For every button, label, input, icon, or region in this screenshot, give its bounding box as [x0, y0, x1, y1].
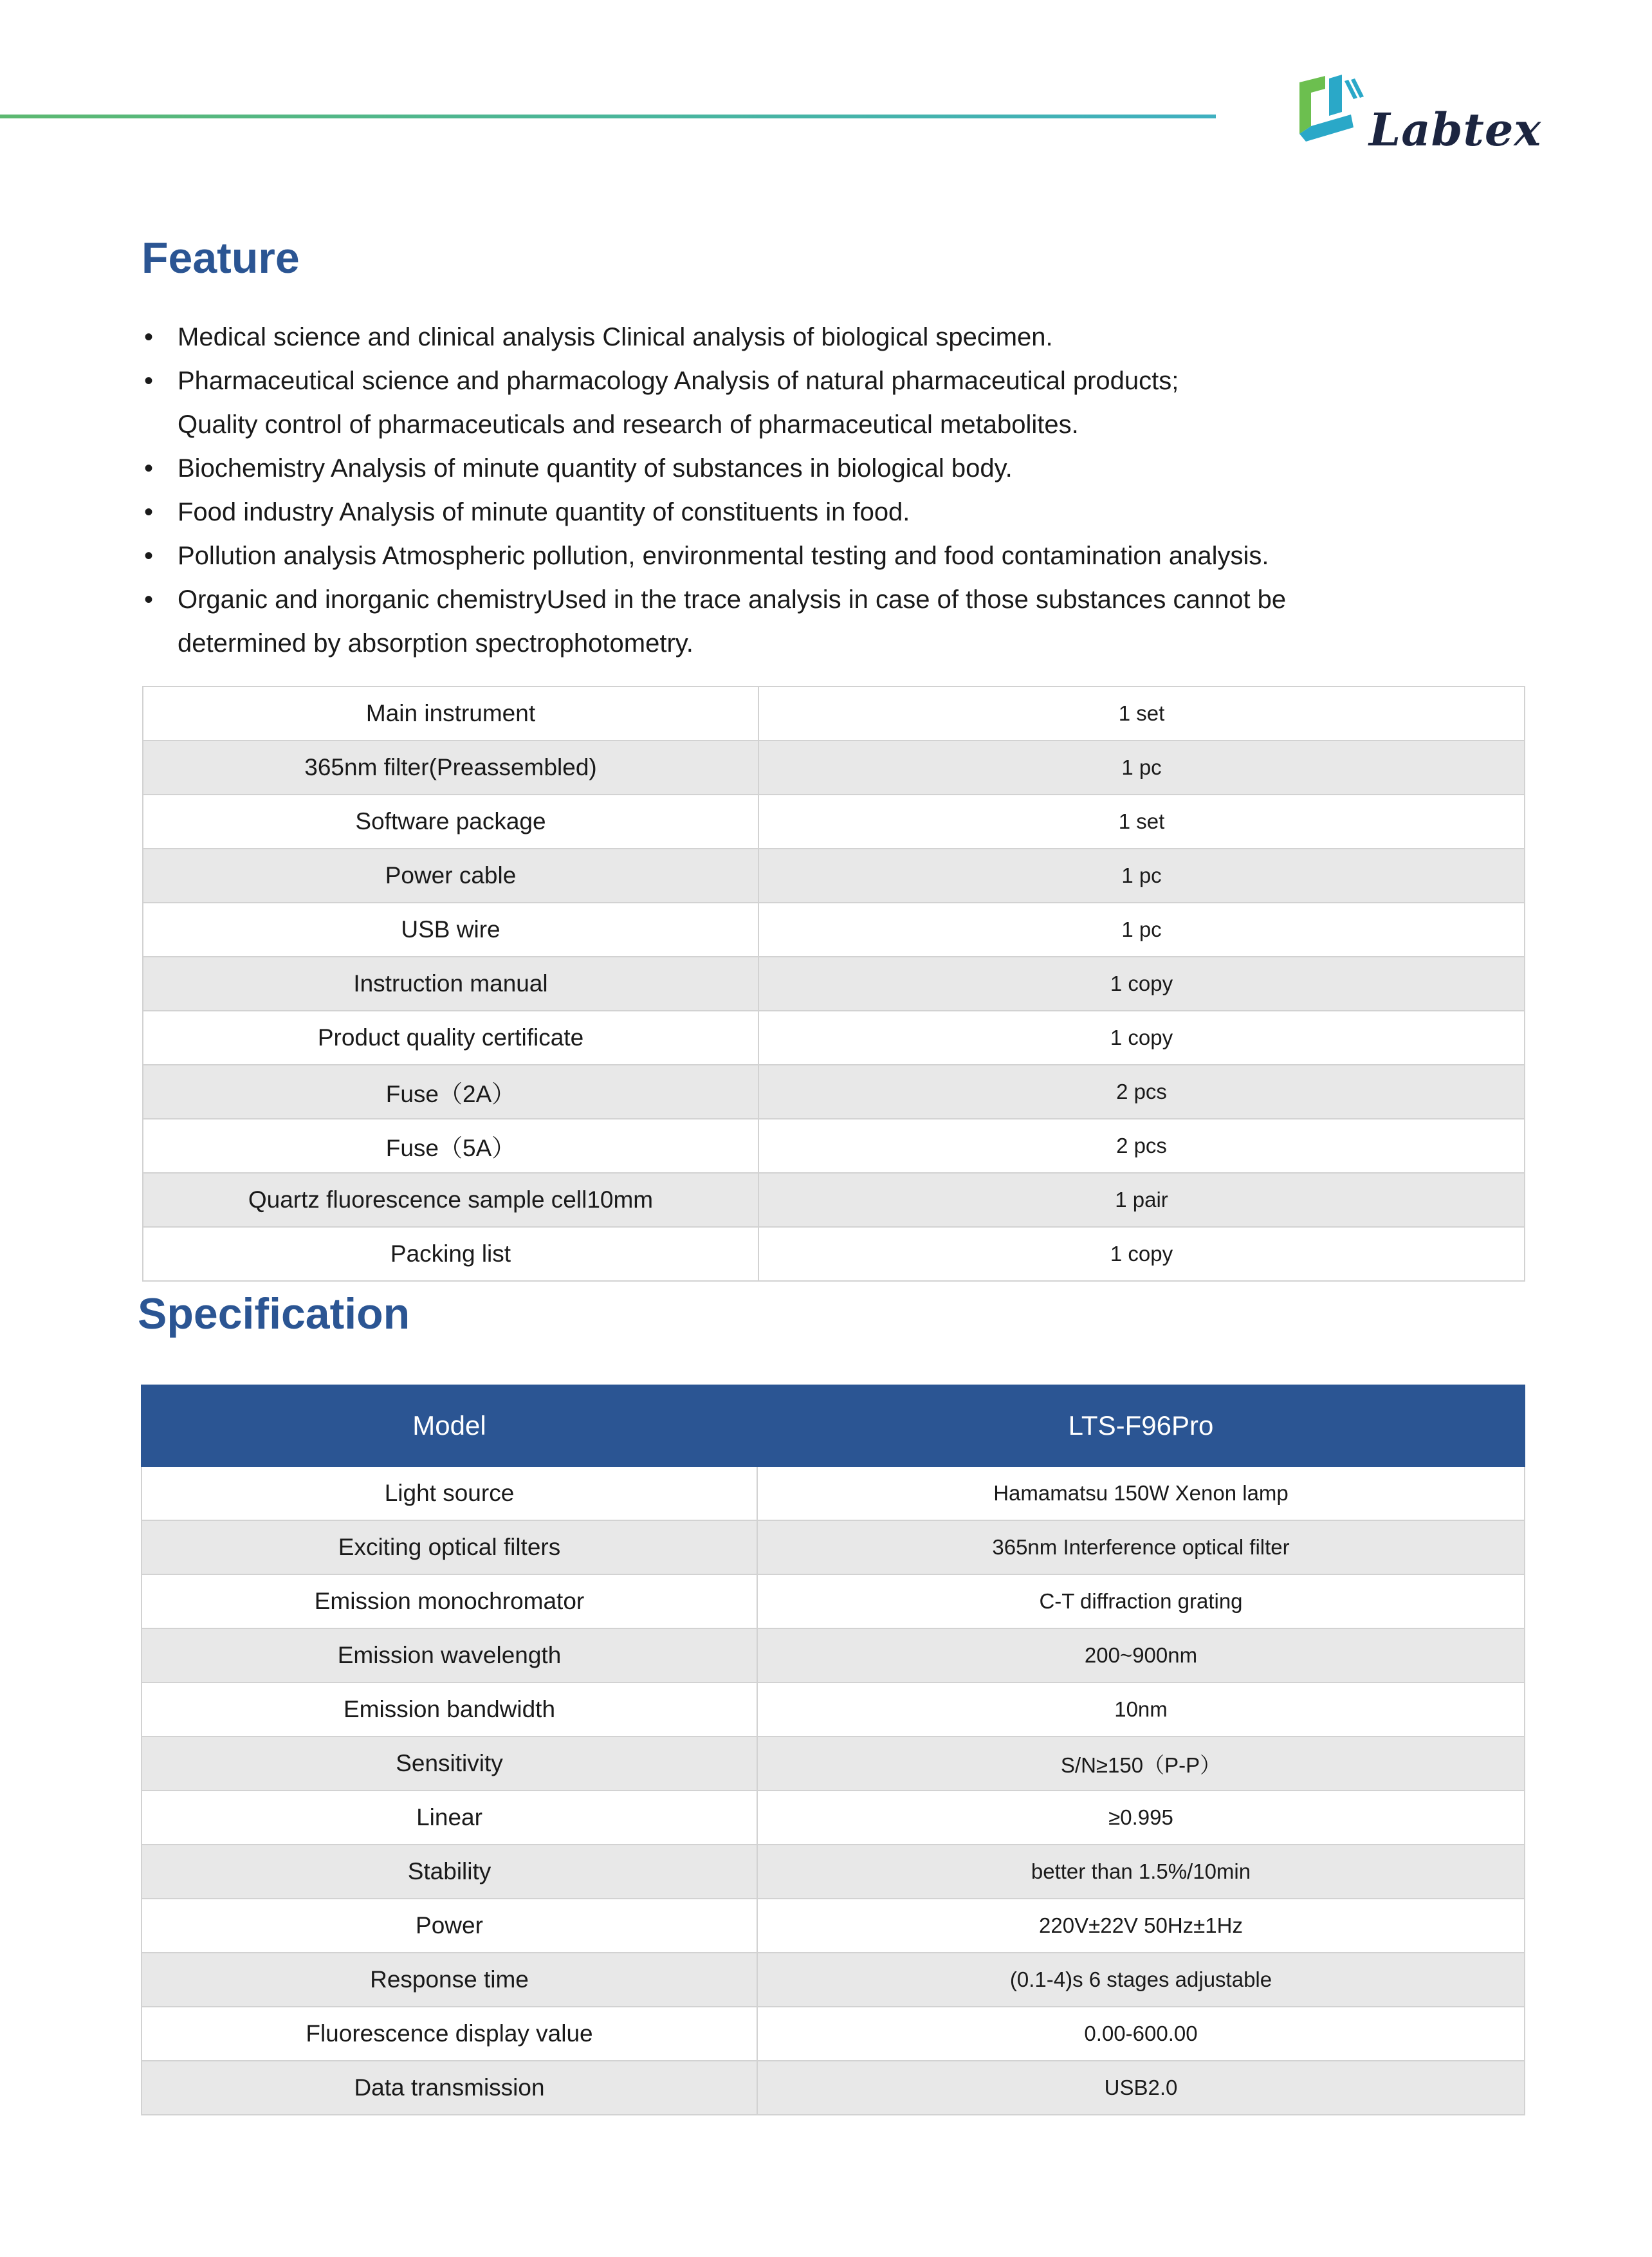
table-row: Response time (0.1-4)s 6 stages adjustable [142, 1953, 1525, 2007]
model-value: LTS-F96Pro [757, 1385, 1525, 1466]
feature-item: • Pollution analysis Atmospheric pollution, environmental testing and food contamination analysis. [142, 534, 1525, 578]
table-row: Fuse（5A） 2 pcs [143, 1119, 1525, 1173]
table-row: Main instrument 1 set [143, 686, 1525, 741]
logo-mark-icon [1287, 69, 1370, 160]
table-row: Light source Hamamatsu 150W Xenon lamp [142, 1466, 1525, 1520]
bullet-icon: • [144, 542, 154, 570]
table-row: Emission bandwidth 10nm [142, 1682, 1525, 1737]
table-row: Fuse（2A） 2 pcs [143, 1065, 1525, 1119]
table-row: Instruction manual 1 copy [143, 957, 1525, 1011]
feature-item: • Food industry Analysis of minute quantity of constituents in food. [142, 490, 1525, 534]
table-row: Product quality certificate 1 copy [143, 1011, 1525, 1065]
table-row: Sensitivity S/N≥150（P-P） [142, 1737, 1525, 1791]
table-header-row [142, 1385, 1525, 1466]
table-row: Software package 1 set [143, 795, 1525, 849]
logo-wordmark: Labtex [1369, 103, 1542, 156]
feature-list [142, 315, 1525, 665]
table-row: Stability better than 1.5%/10min [142, 1845, 1525, 1899]
labtex-logo [1287, 69, 1542, 166]
table-row: USB wire 1 pc [143, 903, 1525, 957]
bullet-icon: • [144, 498, 154, 526]
header-divider-line [0, 115, 1216, 118]
table-row: Packing list 1 copy [143, 1227, 1525, 1281]
table-row: Power 220V±22V 50Hz±1Hz [142, 1899, 1525, 1953]
bullet-icon: • [144, 323, 154, 351]
feature-heading: Feature [142, 234, 300, 282]
specification-heading: Specification [138, 1289, 410, 1338]
specification-table [141, 1385, 1525, 2115]
bullet-icon: • [144, 585, 154, 614]
table-row: Linear ≥0.995 [142, 1791, 1525, 1845]
table-row: 365nm filter(Preassembled) 1 pc [143, 741, 1525, 795]
feature-item: • Pharmaceutical science and pharmacology Analysis of natural pharmaceutical products; Quality control of pharmaceuticals and research of pharmaceutical metabolites. [142, 359, 1525, 447]
table-row: Data transmission USB2.0 [142, 2061, 1525, 2115]
table-row: Emission monochromator C-T diffraction grating [142, 1574, 1525, 1628]
packing-list-table [142, 686, 1525, 1282]
feature-item: • Biochemistry Analysis of minute quantity of substances in biological body. [142, 447, 1525, 490]
feature-item: • Medical science and clinical analysis Clinical analysis of biological specimen. [142, 315, 1525, 359]
model-label: Model [142, 1385, 757, 1466]
feature-item: • Organic and inorganic chemistryUsed in the trace analysis in case of those substances cannot be determined by absorption spectrophotometry. [142, 578, 1525, 665]
table-row: Fluorescence display value 0.00-600.00 [142, 2007, 1525, 2061]
bullet-icon: • [144, 367, 154, 395]
table-row: Exciting optical filters 365nm Interference optical filter [142, 1520, 1525, 1574]
table-row: Quartz fluorescence sample cell10mm 1 pair [143, 1173, 1525, 1227]
table-row: Emission wavelength 200~900nm [142, 1628, 1525, 1682]
table-row: Power cable 1 pc [143, 849, 1525, 903]
bullet-icon: • [144, 454, 154, 483]
